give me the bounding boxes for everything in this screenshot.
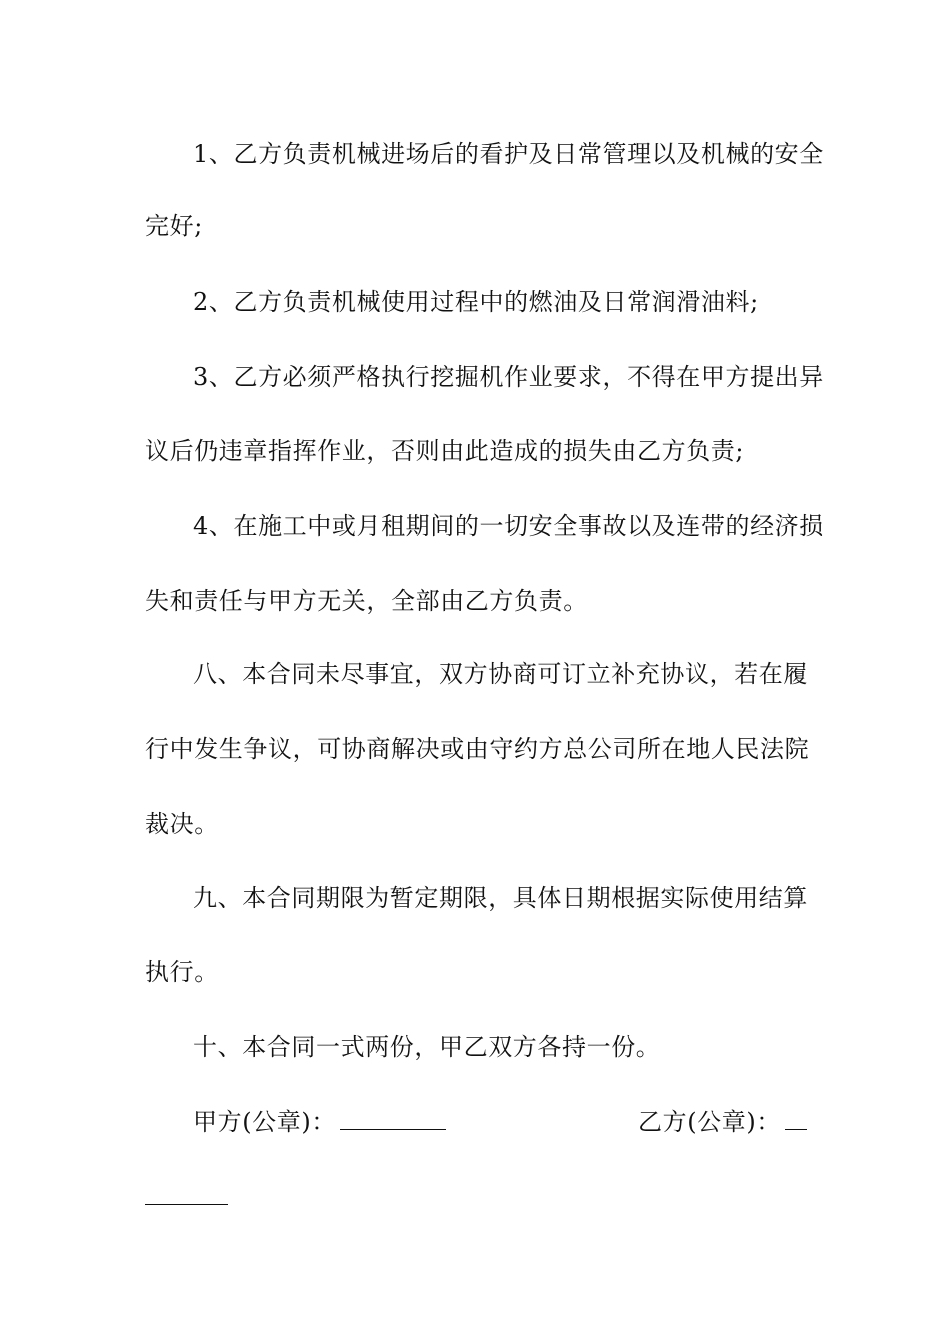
party-b-signature	[638, 1102, 807, 1142]
party-a-signature-blank	[340, 1103, 446, 1130]
party-b-signature-blank-continued	[145, 1204, 228, 1205]
party-a-signature	[193, 1102, 446, 1142]
article-10-line-1: 十、本合同一式两份，甲乙双方各持一份。	[193, 1033, 661, 1061]
party-b-label: 乙方(公章)：	[638, 1108, 781, 1136]
article-9-line-1: 九、本合同期限为暂定期限，具体日期根据实际使用结算	[193, 884, 808, 912]
article-8-line-1: 八、本合同未尽事宜，双方协商可订立补充协议，若在履	[193, 660, 808, 688]
clause-3-line-2: 议后仍违章指挥作业，否则由此造成的损失由乙方负责;	[145, 437, 745, 465]
party-a-label: 甲方(公章)：	[193, 1108, 336, 1136]
clause-4-line-1: 4、在施工中或月租期间的一切安全事故以及连带的经济损	[193, 512, 824, 540]
clause-4-line-2: 失和责任与甲方无关，全部由乙方负责。	[145, 587, 588, 615]
clause-2-line-1: 2、乙方负责机械使用过程中的燃油及日常润滑油料;	[193, 288, 759, 316]
party-b-signature-blank	[785, 1103, 807, 1130]
article-8-line-3: 裁决。	[145, 810, 219, 838]
article-8-line-2: 行中发生争议，可协商解决或由守约方总公司所在地人民法院	[145, 735, 810, 763]
clause-3-line-1: 3、乙方必须严格执行挖掘机作业要求，不得在甲方提出异	[193, 363, 824, 391]
article-9-line-2: 执行。	[145, 958, 219, 986]
clause-1-line-2: 完好;	[145, 212, 203, 240]
clause-1-line-1: 1、乙方负责机械进场后的看护及日常管理以及机械的安全	[193, 140, 824, 168]
